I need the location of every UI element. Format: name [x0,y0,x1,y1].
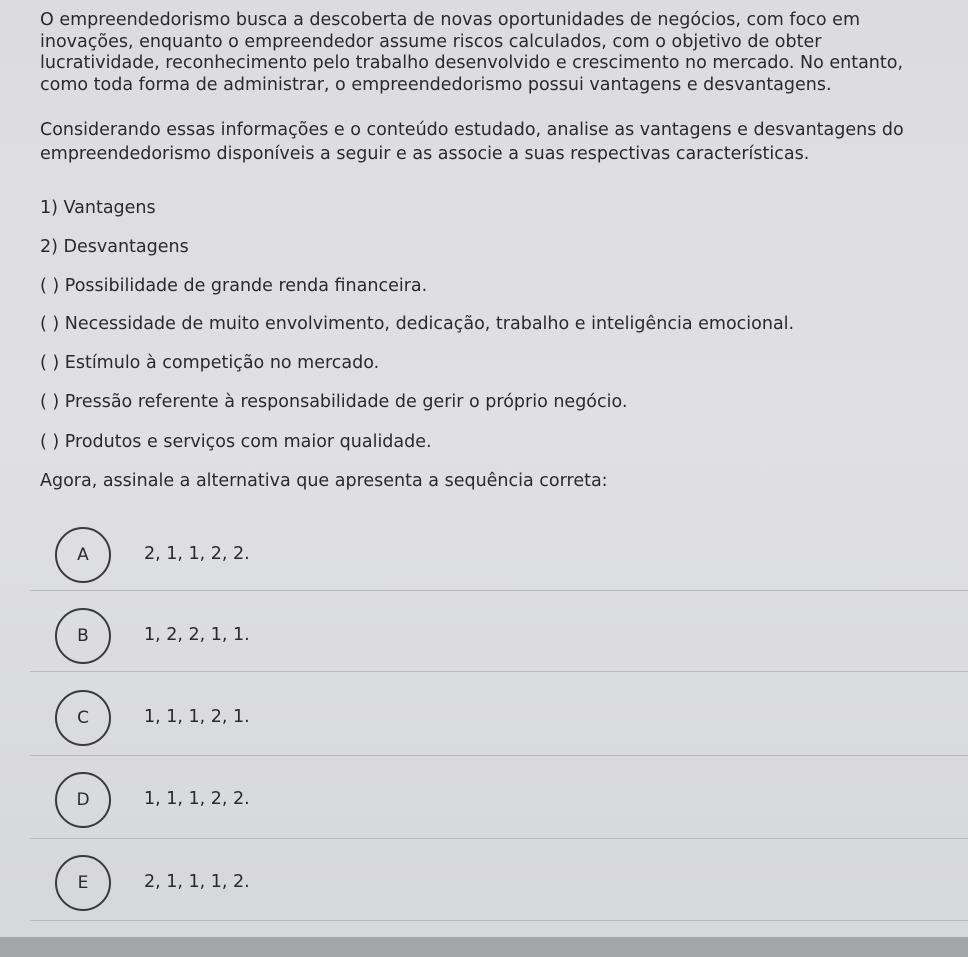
option-text: 1, 1, 1, 2, 2. [144,789,250,809]
association-item: ( ) Necessidade de muito envolvimento, dedicação, trabalho e inteligência emocional. [40,314,795,334]
option-letter-circle[interactable]: A [55,527,111,583]
association-item: ( ) Possibilidade de grande renda financeira. [40,276,428,296]
category-desvantagens: 2) Desvantagens [40,237,189,257]
option-letter-circle[interactable]: E [55,855,111,911]
question-prompt: Considerando essas informações e o conteúdo estudado, analise as vantagens e desvantagens do empreendedorismo disponíveis a seguir e as associe a suas respectivas características. [40,120,904,164]
option-b[interactable] [30,608,968,678]
option-text: 1, 1, 1, 2, 1. [144,707,250,727]
option-a[interactable] [30,527,968,597]
option-e[interactable] [30,855,968,925]
association-item: ( ) Produtos e serviços com maior qualidade. [40,432,432,452]
option-text: 2, 1, 1, 2, 2. [144,544,250,564]
option-letter-circle[interactable]: D [55,772,111,828]
instruction-text: Agora, assinale a alternativa que apresenta a sequência correta: [40,471,608,491]
question-statement: O empreendedorismo busca a descoberta de novas oportunidades de negócios, com foco em inovações, enquanto o empreendedor assume riscos calculados, com o objetivo de obter lucratividade, reconhecimento pelo trabalho desenvolvido e crescimento no mercado. No entanto, como toda forma de administrar, o empreendedorismo possui vantagens e desvantagens. [40,10,904,95]
divider [30,755,968,756]
category-vantagens: 1) Vantagens [40,198,156,218]
option-letter-circle[interactable]: C [55,690,111,746]
association-item: ( ) Pressão referente à responsabilidade de gerir o próprio negócio. [40,392,628,412]
divider [30,920,968,921]
option-letter-circle[interactable]: B [55,608,111,664]
divider [30,590,968,591]
option-d[interactable] [30,772,968,842]
divider [30,671,968,672]
option-text: 1, 2, 2, 1, 1. [144,625,250,645]
bottom-bar [0,937,968,957]
option-c[interactable] [30,690,968,760]
divider [30,838,968,839]
option-text: 2, 1, 1, 1, 2. [144,872,250,892]
association-item: ( ) Estímulo à competição no mercado. [40,353,380,373]
